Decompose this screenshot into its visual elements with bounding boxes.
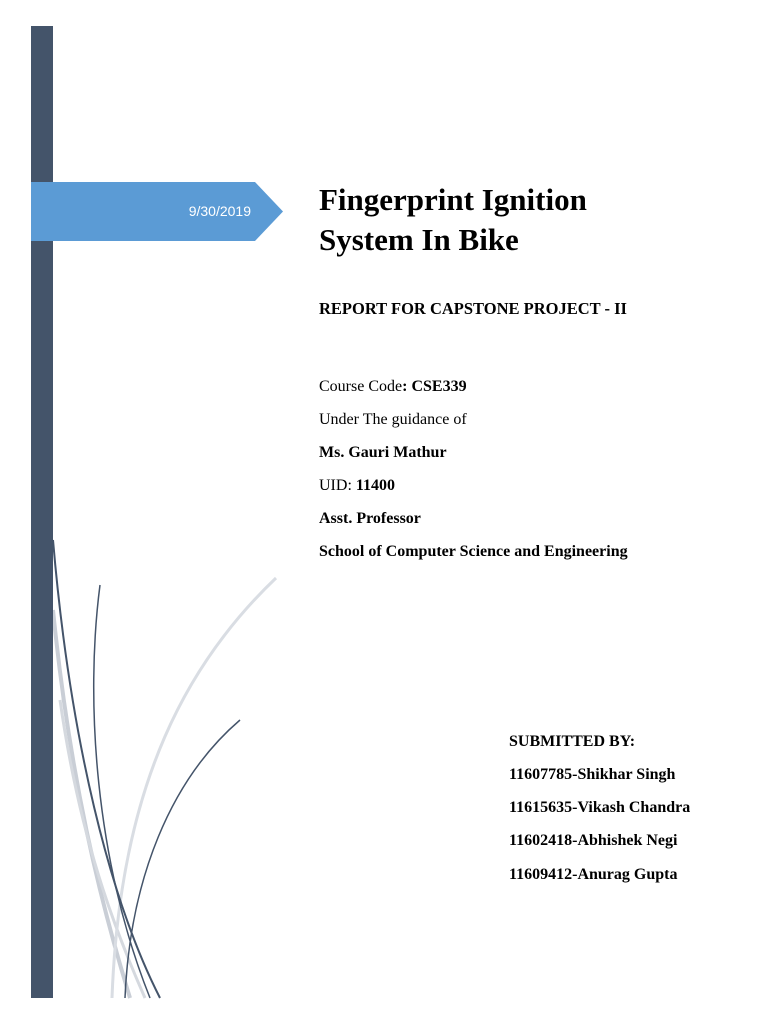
curve-dark-1 (53, 540, 160, 998)
curve-dark-3 (125, 720, 240, 998)
school-name: School of Computer Science and Engineering (319, 543, 628, 560)
curve-light-2 (60, 700, 145, 998)
course-code-line (319, 378, 467, 396)
report-subtitle: REPORT FOR CAPSTONE PROJECT - II (319, 299, 627, 318)
submitted-heading: SUBMITTED BY: (509, 733, 636, 750)
title-line-2: System In Bike (319, 222, 519, 257)
member-2: 11615635-Vikash Chandra (509, 799, 691, 816)
course-code-label: Course Code (319, 378, 403, 395)
uid-line (319, 477, 395, 495)
curve-light-3 (112, 578, 276, 998)
sidebar-bar (31, 26, 53, 998)
uid-value: 11400 (355, 477, 396, 494)
member-3: 11602418-Abhishek Negi (509, 832, 678, 849)
member-1: 11607785-Shikhar Singh (509, 766, 676, 783)
member-4: 11609412-Anurag Gupta (509, 866, 678, 883)
curve-dark-2 (94, 585, 150, 998)
course-code-value: : CSE339 (402, 378, 467, 395)
uid-label: UID: (319, 477, 356, 494)
guidance-line: Under The guidance of (319, 411, 467, 428)
report-title (319, 180, 739, 260)
title-line-1: Fingerprint Ignition (319, 182, 587, 217)
cover-date: 9/30/2019 (188, 203, 251, 219)
curve-light-1 (53, 610, 130, 998)
designation: Asst. Professor (319, 510, 421, 527)
guide-name: Ms. Gauri Mathur (319, 444, 447, 461)
date-banner (31, 182, 283, 241)
